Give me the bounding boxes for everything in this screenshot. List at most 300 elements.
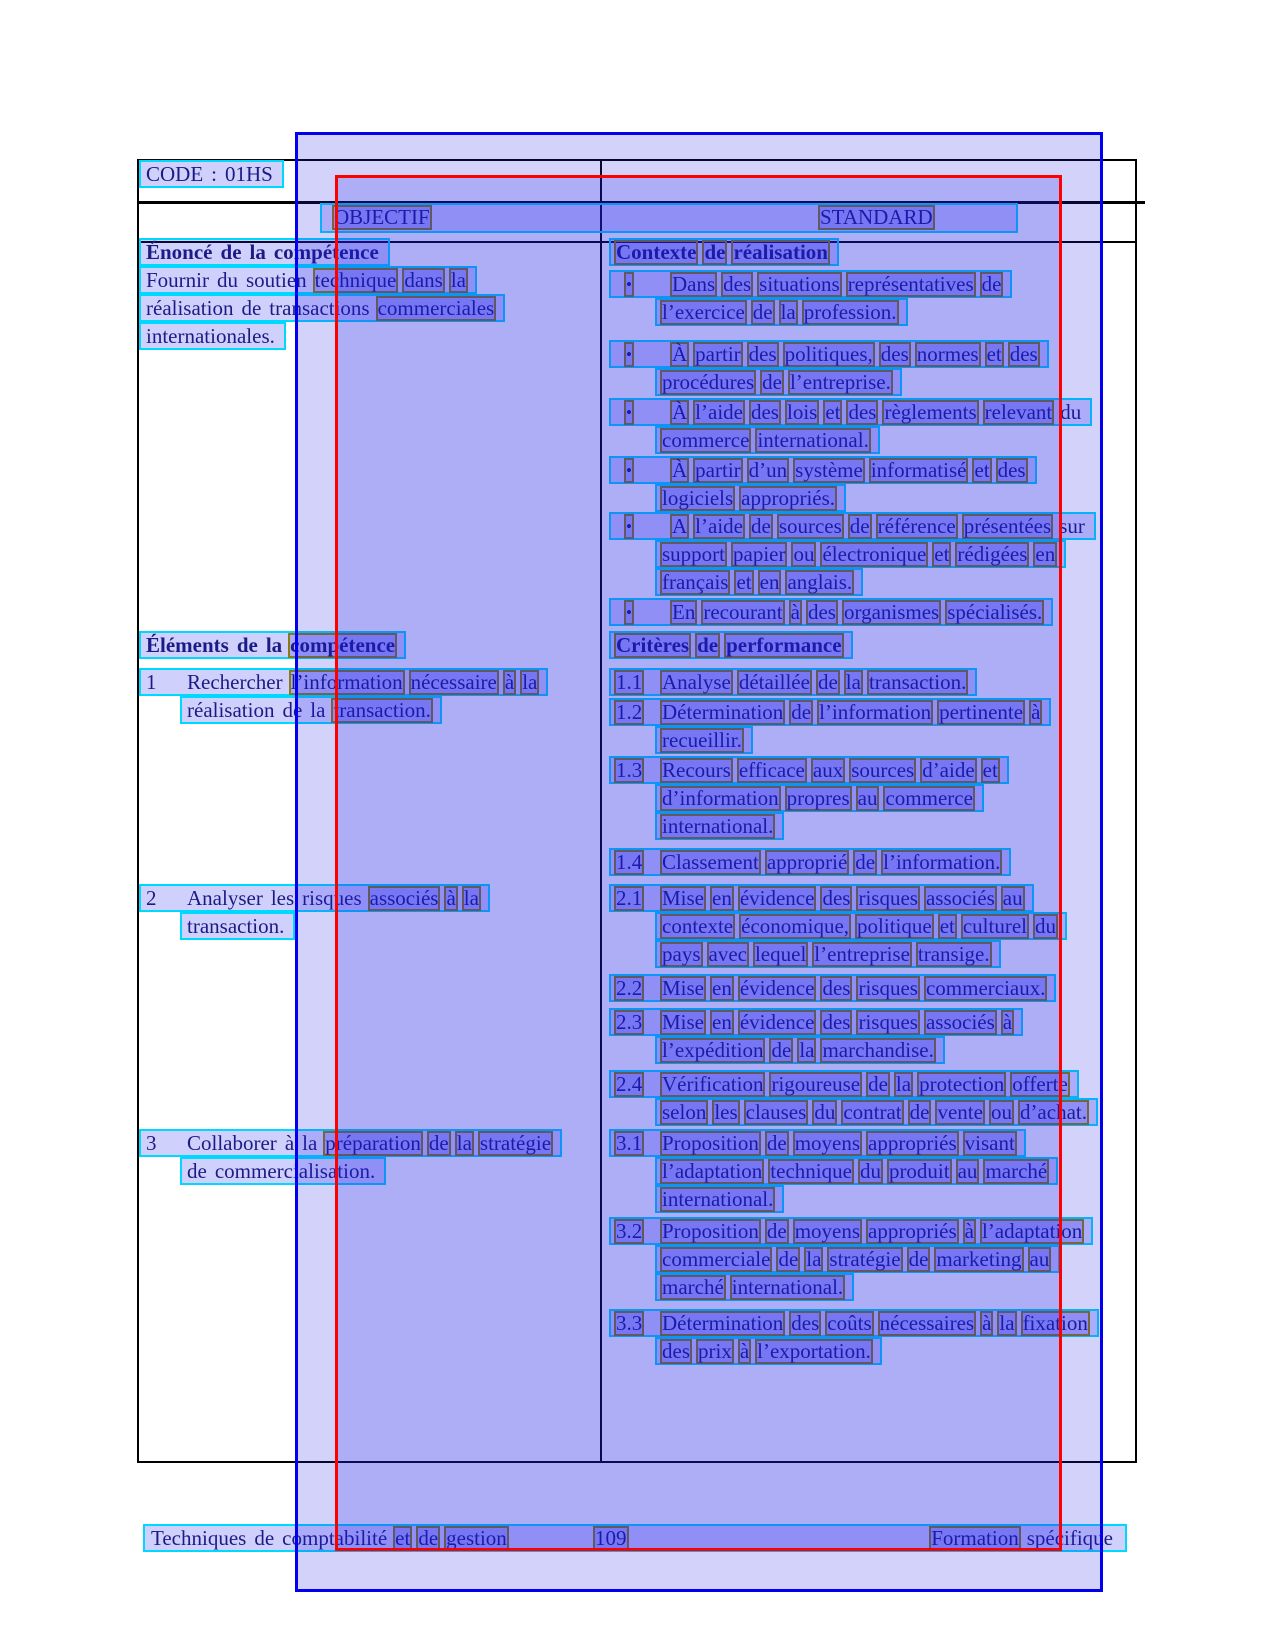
word-box: d’information [662, 786, 779, 810]
word-box: 2.1 [616, 886, 643, 910]
text-line [655, 726, 753, 754]
word-box: selon [662, 1100, 707, 1124]
word-box: et [395, 1526, 411, 1550]
page-footer [143, 1524, 1127, 1552]
word-box: compétence [290, 633, 396, 657]
word-box: de [254, 1526, 275, 1550]
word-box: l’entreprise [814, 942, 910, 966]
text-line [609, 1217, 1093, 1245]
word-box: à [790, 600, 800, 624]
word-box: risques [858, 976, 918, 1000]
word-box: À [672, 342, 688, 366]
word-box: situations [759, 272, 840, 296]
word-box: la [302, 1131, 318, 1155]
word-box: la [999, 1311, 1015, 1335]
word-box: À [672, 458, 688, 482]
word-box: anglais. [787, 570, 853, 594]
text-line [655, 568, 863, 596]
criteres-group-1 [609, 668, 1051, 876]
word-box: Proposition [662, 1131, 759, 1155]
word-box: de [981, 272, 1002, 296]
word-box: international. [731, 1275, 844, 1299]
word-box: OBJECTIF [334, 205, 430, 229]
criteres-group-2 [609, 884, 1098, 1126]
word-box: en [759, 570, 780, 594]
word-box: la [463, 886, 479, 910]
word-box: Dans [672, 272, 716, 296]
word-box: papier [733, 542, 786, 566]
word-box: au [857, 786, 878, 810]
word-box: produit [888, 1159, 950, 1183]
text-line [609, 1309, 1099, 1337]
objectif-standard-box [320, 203, 1018, 233]
word-box: 2.4 [616, 1072, 643, 1096]
word-box: Rechercher [187, 670, 283, 694]
word-box: Vérification [662, 1072, 764, 1096]
word-box: Fournir [146, 268, 209, 292]
word-box: l’information [819, 700, 932, 724]
word-box: Classement [662, 850, 759, 874]
text-line [655, 1036, 945, 1064]
word-box: transige. [917, 942, 990, 966]
word-box: des [880, 342, 909, 366]
text-line [655, 1098, 1098, 1126]
word-box: au [957, 1159, 978, 1183]
objectif-standard-row [320, 203, 1018, 233]
word-box: commerciaux. [925, 976, 1046, 1000]
word-box: les [714, 1100, 738, 1124]
section-title [139, 631, 406, 659]
word-box: de [220, 240, 242, 264]
word-box: pertinente [939, 700, 1024, 724]
word-box: en [712, 886, 732, 910]
standard-header [818, 205, 939, 231]
item-number [144, 886, 185, 911]
item-number [614, 1072, 660, 1097]
word-box: de [752, 300, 773, 324]
text-line [609, 270, 1012, 298]
word-box: Techniques [151, 1526, 247, 1550]
word-box: 1.2 [616, 700, 643, 724]
word-box: en [1035, 542, 1056, 566]
word-box: Analyse [662, 670, 731, 694]
item-number [144, 1131, 185, 1156]
word-box: 2.2 [616, 976, 643, 1000]
word-box: culturel [962, 914, 1027, 938]
word-box: Contexte [616, 240, 697, 264]
word-box: lois [786, 400, 818, 424]
word-box: recourant [703, 600, 783, 624]
word-box: 2 [146, 886, 157, 910]
text-line [655, 484, 846, 512]
word-box: la [456, 1131, 472, 1155]
word-box: soutien [246, 268, 307, 292]
word-box: efficace [738, 758, 805, 782]
word-box: réalisation [733, 240, 828, 264]
word-box: la [845, 670, 861, 694]
word-box: 1.1 [616, 670, 643, 694]
bullet-marker [614, 342, 670, 367]
word-box: des [1009, 342, 1038, 366]
word-box: français [662, 570, 729, 594]
word-box: et [939, 914, 955, 938]
word-box: du [814, 1100, 836, 1124]
contexte-title [609, 238, 839, 266]
word-box: des [822, 976, 851, 1000]
word-box: Collaborer [187, 1131, 277, 1155]
word-box: économique, [741, 914, 850, 938]
bullet-marker [614, 458, 670, 483]
word-box: de [762, 370, 782, 394]
word-box: Critères [616, 633, 690, 657]
word-box: support [662, 542, 725, 566]
word-box: 1.4 [616, 850, 643, 874]
word-box: l’exportation. [757, 1339, 871, 1363]
text-line [609, 456, 1037, 484]
word-box: technique [314, 268, 397, 292]
word-box: marché [662, 1275, 724, 1299]
word-box: évidence [739, 1010, 815, 1034]
word-box: des [807, 600, 836, 624]
word-box: stratégie [479, 1131, 552, 1155]
word-box: d’un [748, 458, 788, 482]
word-box: des [822, 886, 851, 910]
word-box: de [855, 850, 876, 874]
footer-section-label [929, 1526, 1119, 1551]
word-box: l’aide [695, 400, 743, 424]
word-box: profession. [803, 300, 897, 324]
word-box: fixation [1022, 1311, 1088, 1335]
word-box: coûts [827, 1311, 872, 1335]
word-box: commerciale [662, 1247, 771, 1271]
word-box: organismes [843, 600, 940, 624]
word-box: appropriés [868, 1131, 957, 1155]
word-box: associés [925, 886, 995, 910]
word-box: • [624, 458, 634, 483]
word-box: protection [919, 1072, 1005, 1096]
text-line [609, 340, 1049, 368]
contexte-bullet-list [609, 270, 1096, 626]
text-line [609, 698, 1051, 726]
item-number [614, 850, 660, 875]
word-box: partir [695, 458, 741, 482]
word-box: de [428, 1131, 449, 1155]
word-box: • [624, 400, 634, 425]
word-box: transaction. [333, 698, 431, 722]
word-box: vente [937, 1100, 983, 1124]
word-box: politiques, [784, 342, 873, 366]
word-box: clauses [745, 1100, 807, 1124]
word-box: présentées [963, 514, 1052, 538]
word-box: Détermination [662, 1311, 784, 1335]
word-box: logiciels [662, 486, 734, 510]
word-box: électronique [822, 542, 927, 566]
item-number [614, 1010, 660, 1035]
word-box: la [780, 300, 796, 324]
word-box: appropriés. [741, 486, 836, 510]
text-line [609, 848, 1011, 876]
text-line [655, 368, 902, 396]
word-box: associés [925, 1010, 995, 1034]
word-box: international. [662, 1187, 774, 1211]
word-box: l’information [290, 670, 403, 694]
word-box: Éléments [146, 633, 229, 657]
word-box: la [895, 1072, 912, 1096]
word-box: de [418, 1526, 439, 1550]
objectif-header [332, 205, 436, 231]
word-box: sources [851, 758, 915, 782]
word-box: politique [857, 914, 932, 938]
criteres-title [609, 631, 853, 659]
word-box: contrat [843, 1100, 902, 1124]
item-number [614, 976, 660, 1001]
word-box: les [270, 886, 295, 910]
word-box: la [265, 633, 283, 657]
word-box: de [187, 1159, 207, 1183]
word-box: et [974, 458, 990, 482]
word-box: prix [698, 1339, 732, 1363]
text-line [139, 322, 286, 350]
word-box: de [908, 1247, 929, 1271]
text-line [655, 426, 880, 454]
word-box: la [450, 268, 466, 292]
text-line [655, 1273, 854, 1301]
word-box: de [282, 698, 303, 722]
word-box: de [849, 514, 870, 538]
word-box: de [817, 670, 838, 694]
word-box: à [284, 1131, 295, 1155]
word-box: transaction. [187, 914, 285, 938]
word-box: sur [1059, 514, 1085, 538]
text-line [609, 884, 1034, 912]
word-box: dans [404, 268, 443, 292]
word-box: internationales. [146, 324, 275, 348]
word-box: CODE [146, 162, 204, 186]
word-box: sources [778, 514, 842, 538]
word-box: des [791, 1311, 820, 1335]
word-box: 3.1 [616, 1131, 643, 1155]
word-box: international. [757, 428, 869, 452]
word-box: nécessaires [879, 1311, 975, 1335]
element-item-3 [139, 1129, 562, 1185]
word-box: règlements [884, 400, 977, 424]
word-box: normes [916, 342, 979, 366]
text-line [609, 598, 1053, 626]
word-box: préparation [325, 1131, 421, 1155]
word-box: associés [369, 886, 439, 910]
word-box: stratégie [829, 1247, 901, 1271]
text-line [655, 1337, 882, 1365]
word-box: de [791, 700, 812, 724]
word-box: marketing [936, 1247, 1022, 1271]
word-box: lequel [754, 942, 807, 966]
word-box: spécifique [1026, 1526, 1113, 1550]
word-box: • [624, 272, 634, 297]
word-box: performance [726, 633, 842, 657]
word-box: 01HS [225, 162, 273, 186]
word-box: Mise [662, 1010, 704, 1034]
word-box: visant [964, 1131, 1015, 1155]
word-box: transactions [269, 296, 370, 320]
enonce-title [139, 238, 390, 266]
text-line [139, 668, 548, 696]
word-box: l’adaptation [981, 1219, 1083, 1243]
word-box: approprié [766, 850, 848, 874]
word-box: et [825, 400, 841, 424]
word-box: appropriés [868, 1219, 957, 1243]
item-number [614, 886, 660, 911]
word-box: des [997, 458, 1026, 482]
element-item-1 [139, 668, 548, 724]
word-box: Mise [662, 976, 704, 1000]
word-box: de [771, 1038, 792, 1062]
word-box: commerce [662, 428, 750, 452]
word-box: au [1002, 886, 1023, 910]
word-box: Analyser [187, 886, 263, 910]
word-box: du [1060, 400, 1082, 424]
bullet-marker [614, 600, 670, 625]
word-box: rigoureuse [771, 1072, 861, 1096]
word-box: à [1031, 700, 1041, 724]
word-box: de [750, 514, 771, 538]
word-box: d’achat. [1019, 1100, 1087, 1124]
text-line [655, 1157, 1058, 1185]
word-box: la [806, 1247, 822, 1271]
text-line [655, 940, 1001, 968]
word-box: 2.3 [616, 1010, 643, 1034]
text-line [655, 784, 984, 812]
word-box: à [446, 886, 456, 910]
item-number [614, 1219, 660, 1244]
word-box: 3 [146, 1131, 157, 1155]
word-box: de [766, 1219, 787, 1243]
word-box: risques [858, 1010, 918, 1034]
word-box: technique [770, 1159, 852, 1183]
word-box: 3.3 [616, 1311, 643, 1335]
element-item-2 [139, 884, 490, 940]
word-box: 1.3 [616, 758, 643, 782]
word-box: des [723, 272, 752, 296]
word-box: en [712, 976, 732, 1000]
word-box: Formation [931, 1526, 1019, 1550]
word-box: pays [662, 942, 701, 966]
word-box: 3.2 [616, 1219, 643, 1243]
word-box: aux [812, 758, 844, 782]
word-box: évidence [739, 886, 815, 910]
word-box: et [736, 570, 752, 594]
word-box: 109 [595, 1526, 627, 1550]
word-box: l’entreprise. [789, 370, 891, 394]
word-box: l’expédition [662, 1038, 764, 1062]
word-box: du [1035, 914, 1056, 938]
word-box: Détermination [662, 700, 784, 724]
text-line [609, 1008, 1023, 1036]
word-box: à [1002, 1010, 1013, 1034]
word-box: marché [985, 1159, 1048, 1183]
text-line [180, 696, 442, 724]
text-line [139, 266, 477, 294]
word-box: moyens [794, 1131, 861, 1155]
word-box: au [1029, 1247, 1050, 1271]
word-box: de [704, 240, 726, 264]
word-box: compétence [273, 240, 379, 264]
text-line [180, 912, 295, 940]
word-box: En [672, 600, 696, 624]
word-box: à [964, 1219, 974, 1243]
word-box: de [909, 1100, 930, 1124]
word-box: réalisation [187, 698, 275, 722]
word-box: l’information. [883, 850, 1001, 874]
text-line [139, 884, 490, 912]
word-box: réalisation [146, 296, 234, 320]
word-box: référence [877, 514, 956, 538]
word-box: avec [708, 942, 747, 966]
enonce-paragraph [139, 266, 505, 350]
word-box: commerce [885, 786, 973, 810]
code-label [139, 160, 284, 188]
word-box: commerciales [377, 296, 495, 320]
code-line [139, 160, 284, 188]
text-line [609, 756, 1009, 784]
text-line [609, 398, 1092, 426]
word-box: • [624, 342, 634, 367]
word-box: Mise [662, 886, 704, 910]
text-line [609, 668, 977, 696]
word-box: la [249, 240, 266, 264]
word-box: contexte [662, 914, 734, 938]
word-box: spécialisés. [947, 600, 1043, 624]
word-box: • [624, 600, 634, 625]
word-box: Recours [662, 758, 731, 782]
footer-line-box [143, 1524, 1127, 1552]
word-box: procédures [662, 370, 755, 394]
word-box: • [624, 514, 634, 539]
word-box: en [712, 1010, 732, 1034]
word-box: transaction. [868, 670, 967, 694]
text-line [655, 812, 784, 840]
word-box: comptabilité [282, 1526, 388, 1550]
word-box: des [748, 342, 777, 366]
word-box: ou [990, 1100, 1012, 1124]
word-box: offerte [1012, 1072, 1068, 1096]
word-box: A [672, 514, 688, 538]
text-line [609, 512, 1096, 540]
footer-page-number [593, 1526, 633, 1551]
word-box: des [848, 400, 877, 424]
footer-program-title [149, 1526, 513, 1551]
text-line [139, 1129, 562, 1157]
elements-title [139, 631, 406, 659]
word-box: la [799, 1038, 815, 1062]
word-box: À [672, 400, 688, 424]
section-title [609, 238, 839, 266]
word-box: risques [302, 886, 362, 910]
word-box: commercialisation. [214, 1159, 376, 1183]
word-box: détaillée [738, 670, 810, 694]
text-line [180, 1157, 386, 1185]
text-line [609, 1129, 1026, 1157]
section-title [609, 631, 853, 659]
word-box: à [982, 1311, 992, 1335]
bullet-marker [614, 400, 670, 425]
item-number [144, 670, 185, 695]
word-box: et [986, 342, 1002, 366]
word-box: à [504, 670, 515, 694]
word-box: de [868, 1072, 888, 1096]
word-box: et [982, 758, 998, 782]
word-box: du [859, 1159, 881, 1183]
word-box: relevant [984, 400, 1053, 424]
